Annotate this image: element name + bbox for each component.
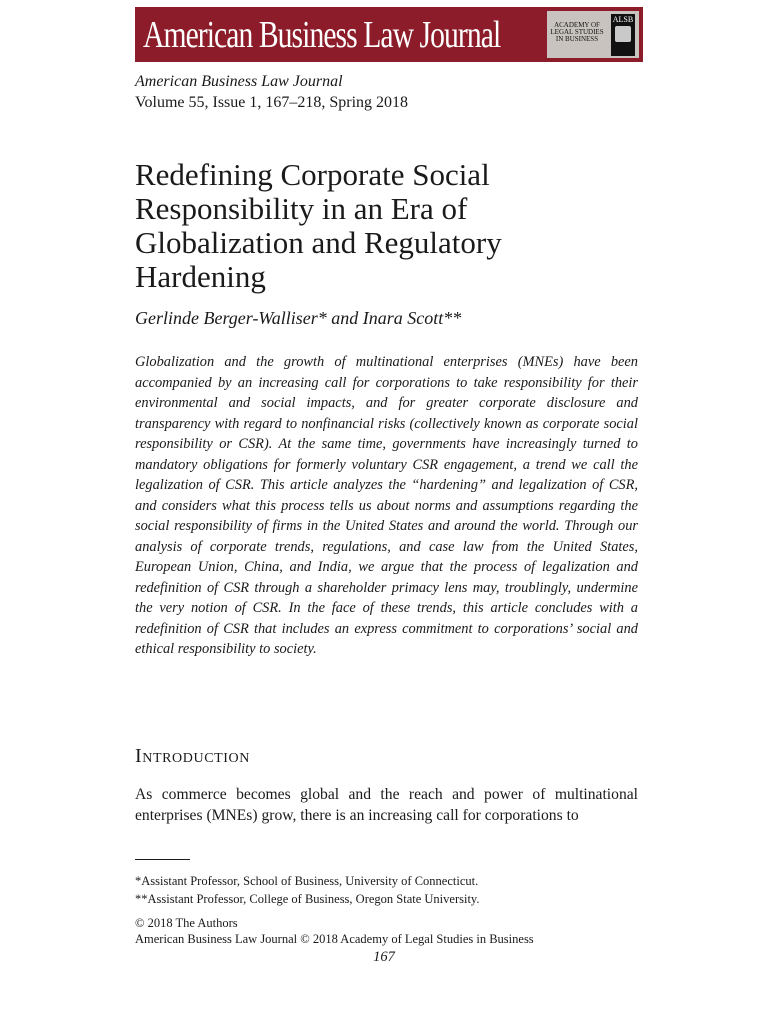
journal-name: American Business Law Journal [135, 73, 343, 90]
seal-emblem-icon: ALSB [611, 14, 635, 56]
article-title: Redefining Corporate Social Responsibility in an Era of Globalization and Regulatory Hardening [135, 157, 502, 294]
copyright-authors: © 2018 The Authors [135, 916, 238, 930]
page-number: 167 [373, 949, 395, 965]
section-heading-introduction: Introduction [135, 745, 250, 767]
banner-title: American Business Law Journal [143, 14, 501, 56]
intro-paragraph: As commerce becomes global and the reach and power of multinational enterprises (MNEs) grow, there is an increasing call for corporations to [135, 786, 638, 824]
journal-volume: Volume 55, Issue 1, 167–218, Spring 2018 [135, 94, 409, 111]
seal-text: ACADEMY OF LEGAL STUDIES IN BUSINESS [550, 21, 604, 43]
journal-banner [135, 7, 643, 62]
footnote-divider [135, 859, 190, 860]
footnote-1: *Assistant Professor, School of Business, University of Connecticut. [135, 874, 479, 888]
footnote-2: **Assistant Professor, College of Business, Oregon State University. [135, 892, 480, 906]
copyright-journal: American Business Law Journal © 2018 Academy of Legal Studies in Business [135, 932, 534, 946]
article-abstract: Globalization and the growth of multinational enterprises (MNEs) have been accompanied by an increasing call for corporations to take responsibility for their environmental and social impacts, and for greater corporate disclosure and transparency with regard to nonfinancial risks (collectively known as corporate social responsibility or CSR). At the same time, governments have increasingly turned to mandatory obligations for formerly voluntary CSR engagement, a trend we call the legalization of CSR. This article analyzes the “hardening” and legalization of CSR, and considers what this process tells us about norms and assumptions regarding the social responsibility of firms in the United States and around the world. Through our analysis of corporate trends, regulations, and case law from the United States, European Union, China, and India, we argue that the process of legalization and redefinition of CSR through a shareholder primacy lens may, troublingly, undermine the very notion of CSR. In the face of these trends, this article concludes with a redefinition of CSR that includes an express commitment to corporations’ social and ethical responsibility to society. [135, 354, 638, 657]
article-authors: Gerlinde Berger-Walliser* and Inara Scott** [135, 308, 462, 328]
alsb-seal-logo [547, 11, 639, 58]
